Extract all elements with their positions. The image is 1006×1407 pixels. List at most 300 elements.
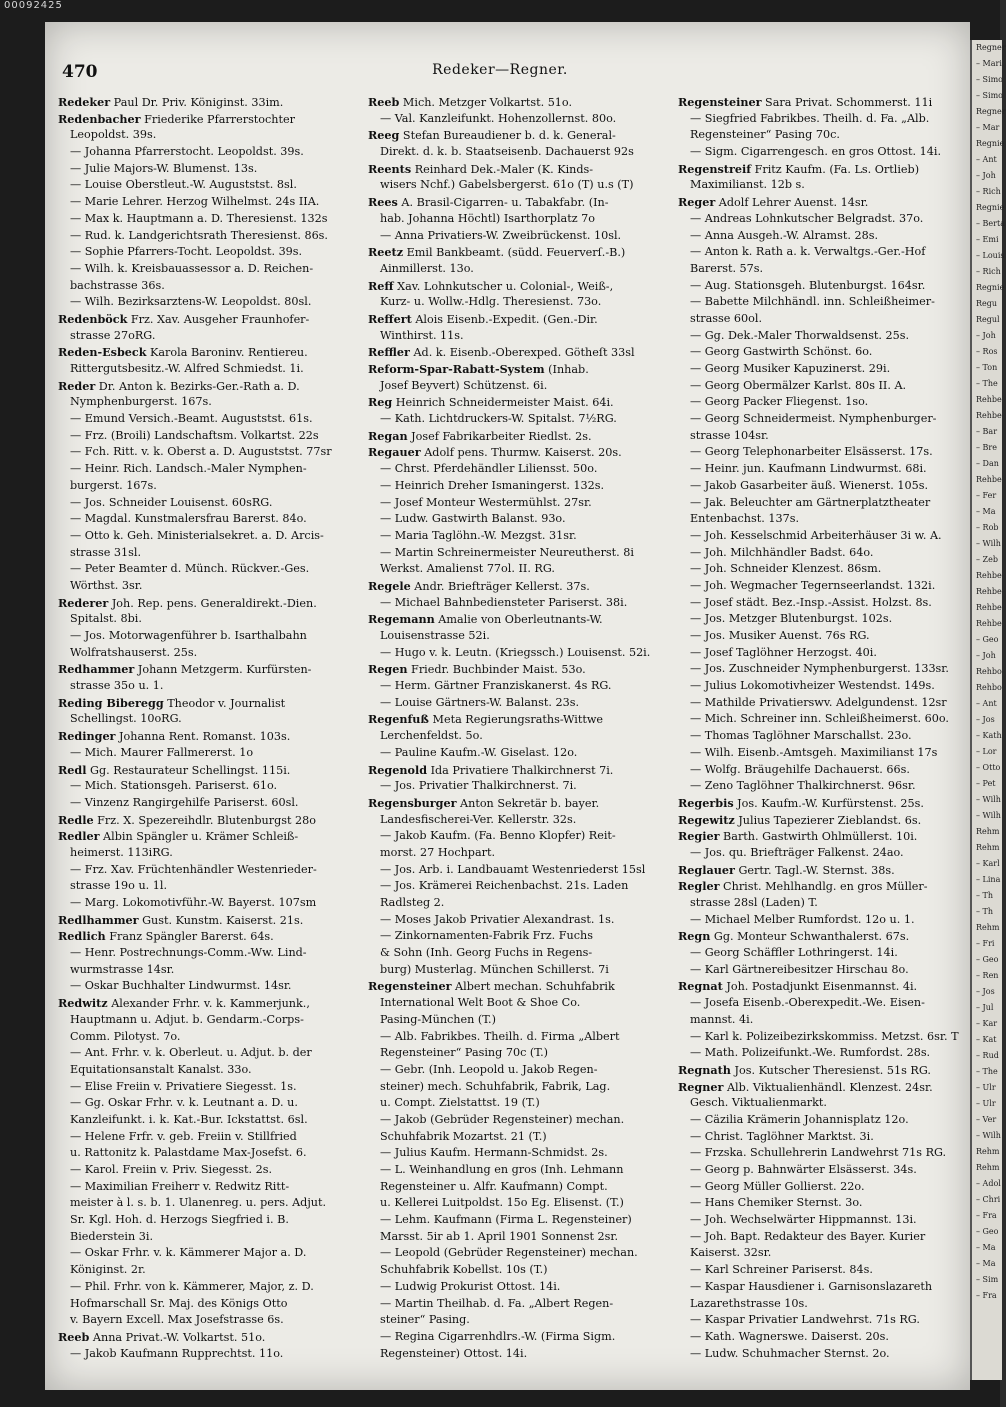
directory-subentry: — Karl k. Polizeibezirkskommiss. Metzst. 6sr. T [690,1029,959,1043]
entry-details: Gertr. Tagl.-W. Sternst. 38s. [734,863,895,877]
directory-subentry: — Joh. Kesselschmid Arbeiterhäuser 3i w. A. [690,528,942,542]
directory-subentry: — Peter Beamter d. Münch. Rückver.-Ges. [70,562,310,576]
entry-continuation: Wörthst. 3sr. [70,578,143,592]
entry-continuation: Winthirst. 11s. [380,328,464,342]
margin-fragment: – Joh [976,651,996,660]
margin-fragment: Rehbe [976,395,1002,404]
margin-fragment: – Fri [976,939,995,948]
directory-subentry: — Zeno Taglöhner Thalkirchnerst. 96sr. [690,779,916,793]
entry-continuation: Barerst. 57s. [690,261,764,275]
directory-entry [678,862,966,879]
entry-surname: Reding Biberegg [58,695,164,710]
directory-subentry: — Wilh. Eisenb.-Amtsgeh. Maximilianst 17s [690,745,938,759]
entry-continuation: Entenbachst. 137s. [690,512,799,526]
entry-details: Amalie von Oberleutnants-W. [434,613,603,627]
directory-entry [58,812,364,829]
entry-surname: Regler [678,879,720,894]
margin-fragment: Rehbe [976,619,1002,628]
directory-subentry: — Jos. Metzger Blutenburgst. 102s. [690,612,893,626]
entry-continuation: Spitalst. 8bi. [70,612,142,626]
margin-fragment: – Ma [976,507,996,516]
directory-subentry: — Georg Telephonarbeiter Elsässerst. 17s. [690,445,933,459]
directory-subentry: — Math. Polizeifunkt.-We. Rumfordst. 28s. [690,1046,931,1060]
directory-subentry: — Kaspar Hausdiener i. Garnisonslazareth [690,1279,933,1293]
directory-subentry: — Ant. Frhr. v. k. Oberleut. u. Adjut. b. der [70,1046,312,1060]
entry-continuation: bachstrasse 36s. [70,278,165,292]
margin-fragment: Regnie [976,139,1005,148]
directory-subentry: — Julius Kaufm. Hermann-Schmidst. 2s. [380,1146,608,1160]
directory-subentry: — Ludw. Gastwirth Balanst. 93o. [380,512,566,526]
entry-details: Andr. Briefträger Kellerst. 37s. [410,579,590,593]
margin-fragment: – Fra [976,1291,997,1300]
margin-fragment: – Th [976,907,994,916]
entry-continuation: u. Rattonitz k. Palastdame Max-Josefst. 6. [70,1146,307,1160]
directory-subentry: — Anton k. Rath a. k. Verwaltgs.-Ger.-Hof [690,245,926,259]
margin-fragment: – Sim [976,1275,999,1284]
entry-continuation: Regensteiner u. Alfr. Kaufmann) Compt. [380,1179,608,1193]
entry-surname: Regensburger [368,795,457,810]
directory-subentry: — Sophie Pfarrers-Tocht. Leopoldst. 39s. [70,245,303,259]
entry-continuation: Kurz- u. Wollw.-Hdlg. Theresienst. 73o. [380,295,602,309]
margin-fragment: – Pet [976,779,996,788]
entry-details: Friederike Pfarrerstochter [140,112,295,126]
entry-surname: Regauer [368,445,421,460]
directory-entry [368,444,674,461]
entry-continuation: Maximilianst. 12b s. [690,178,805,192]
entry-details: Christ. Mehlhandlg. en gros Müller- [719,880,928,894]
directory-entry [678,812,966,829]
margin-fragment: – Rud [976,1051,999,1060]
directory-entry [678,94,966,111]
directory-entry [368,344,674,361]
margin-fragment: Rehbe [976,603,1002,612]
directory-subentry: — Mich. Maurer Fallmererst. 1o [70,745,254,759]
directory-subentry: — Moses Jakob Privatier Alexandrast. 1s. [380,912,615,926]
entry-details: Frz. Xav. Ausgeher Fraunhofer- [127,312,310,326]
directory-entry [678,194,966,211]
entry-details: Joh. Postadjunkt Eisenmannst. 4i. [722,980,918,994]
directory-entry [368,428,674,445]
entry-surname: Regier [678,829,720,844]
entry-surname: Reger [678,195,716,210]
directory-subentry: — Josefa Eisenb.-Oberexpedit.-We. Eisen- [690,996,925,1010]
directory-entry [678,828,966,845]
directory-subentry: — Mathilde Privatierswv. Adelgundenst. 12sr [690,695,947,709]
entry-continuation: Nymphenburgerst. 167s. [70,395,212,409]
entry-details: Anna Privat.-W. Volkartst. 51o. [89,1330,266,1344]
margin-fragment: – Wilh [976,1131,1001,1140]
entry-continuation: Kaiserst. 32sr. [690,1246,772,1260]
margin-fragment: – Geo [976,955,999,964]
margin-fragment: – Berta [976,219,1005,228]
directory-entry [58,728,364,745]
column-3 [678,94,966,1386]
margin-fragment: – Rob [976,523,999,532]
entry-continuation: Equitationsanstalt Kanalst. 33o. [70,1062,252,1076]
margin-fragment: – Geo [976,635,999,644]
entry-continuation: Pasing-München (T.) [380,1012,496,1026]
entry-continuation: morst. 27 Hochpart. [380,845,496,859]
directory-subentry: — Jakob Gasarbeiter äuß. Wienerst. 105s. [690,478,929,492]
margin-fragment: – Jos [976,715,995,724]
directory-subentry: — Chrst. Pferdehändler Liliensst. 50o. [380,462,598,476]
entry-surname: Reetz [368,245,404,260]
entry-continuation: & Sohn (Inh. Georg Fuchs in Regens- [380,946,593,960]
directory-subentry: — Jos. Schneider Louisenst. 60sRG. [70,495,273,509]
entry-details: Jos. Kutscher Theresienst. 51s RG. [730,1063,931,1077]
entry-surname: Redl [58,762,87,777]
directory-subentry: — Maximilian Freiherr v. Redwitz Ritt- [70,1179,290,1193]
directory-subentry: — Alb. Fabrikbes. Theilh. d. Firma „Albert [380,1029,620,1043]
directory-entry [58,828,364,845]
entry-continuation: steiner) mech. Schuhfabrik, Fabrik, Lag. [380,1079,611,1093]
directory-entry [368,244,674,261]
entry-details: Friedr. Buchbinder Maist. 53o. [407,663,586,677]
directory-entry [368,578,674,595]
entry-continuation: strasse 19o u. 1l. [70,879,168,893]
directory-subentry: — Siegfried Fabrikbes. Theilh. d. Fa. „Alb. [690,111,930,125]
entry-continuation: burgerst. 167s. [70,478,157,492]
entry-details: Anton Sekretär b. bayer. [456,796,600,810]
margin-fragment: – Simo [976,91,1003,100]
directory-entry [58,762,364,779]
entry-details: Gust. Kunstm. Kaiserst. 21s. [138,913,304,927]
directory-subentry: — Jakob Kaufm. (Fa. Benno Klopfer) Reit- [380,829,616,843]
entry-surname: Reeb [58,1329,90,1344]
directory-entry [368,711,674,728]
directory-subentry: — Hugo v. k. Leutn. (Kriegssch.) Louisenst. 52i. [380,645,651,659]
directory-subentry: — Julius Lokomotivheizer Westendst. 149s. [690,679,935,693]
entry-surname: Regensteiner [368,979,452,994]
directory-subentry: — Gebr. (Inh. Leopold u. Jakob Regen- [380,1062,598,1076]
entry-details: Alb. Viktualienhändl. Klenzest. 24sr. [723,1080,933,1094]
directory-subentry: — Joh. Bapt. Redakteur des Bayer. Kurier [690,1229,926,1243]
margin-fragment: – Karl [976,859,1000,868]
entry-surname: Reff [368,278,394,293]
entry-details: Xav. Lohnkutscher u. Colonial-, Weiß-, [393,279,614,293]
entry-surname: Regnat [678,979,723,994]
entry-continuation: meister à l. s. b. 1. Ulanenreg. u. pers. Adjut. [70,1196,327,1210]
margin-fragment: Rehbe [976,475,1002,484]
entry-continuation: strasse 35o u. 1. [70,679,164,693]
directory-entry [58,1329,364,1346]
directory-subentry: — Frz. Xav. Früchtenhändler Westenrieder- [70,862,317,876]
directory-subentry: — Louise Oberstleut.-W. Auguststst. 8sl. [70,178,297,192]
directory-subentry: — Phil. Frhr. von k. Kämmerer, Major, z. D. [70,1279,314,1293]
entry-surname: Regewitz [678,812,735,827]
directory-subentry: — Heinrich Dreher Ismaningerst. 132s. [380,478,605,492]
entry-surname: Rees [368,195,398,210]
directory-subentry: — Christ. Taglöhner Marktst. 3i. [690,1129,874,1143]
directory-subentry: — Georg Packer Fliegenst. 1so. [690,395,869,409]
entry-continuation: Königinst. 2r. [70,1263,146,1277]
entry-details: Ad. k. Eisenb.-Oberexped. Götheſt 33sl [409,346,635,360]
directory-entry [368,611,674,628]
margin-fragment: – Mari [976,59,1002,68]
scan-id-watermark: 00092425 [4,0,63,11]
margin-fragment: Regner [976,107,1006,116]
entry-continuation: Biederstein 3i. [70,1229,153,1243]
directory-subentry: — Kaspar Privatier Landwehrst. 71s RG. [690,1313,920,1327]
entry-details: Alois Eisenb.-Expedit. (Gen.-Dir. [411,312,598,326]
margin-fragment: – Jos [976,987,995,996]
directory-entry [368,194,674,211]
entry-surname: Regan [368,428,408,443]
margin-fragment: – Wilh [976,539,1001,548]
margin-fragment: – Lor [976,747,997,756]
directory-entry [678,978,966,995]
directory-subentry: — Georg Schäffler Lothringerst. 14i. [690,946,898,960]
page-number: 470 [62,62,98,82]
margin-fragment: – Kath [976,731,1002,740]
entry-continuation: u. Kellerei Luitpoldst. 15o Eg. Elisenst. (T.) [380,1196,624,1210]
margin-fragment: – Ulr [976,1083,996,1092]
entry-surname: Reeg [368,128,400,143]
directory-subentry: — Babette Milchhändl. inn. Schleißheimer- [690,295,935,309]
directory-subentry: — Andreas Lohnkutscher Belgradst. 37o. [690,211,924,225]
entry-continuation: Marsst. 5ir ab 1. April 1901 Sonnenst 2sr. [380,1229,619,1243]
entry-continuation: heimerst. 113iRG. [70,845,173,859]
entry-continuation: Schuhfabrik Mozartst. 21 (T.) [380,1129,547,1143]
entry-continuation: Rittergutsbesitz.-W. Alfred Schmiedst. 1i. [70,362,304,375]
directory-subentry: — Regina Cigarrenhdlrs.-W. (Firma Sigm. [380,1329,616,1343]
entry-continuation: strasse 27oRG. [70,328,156,342]
entry-surname: Regenstreif [678,161,752,176]
margin-fragment: – Wilh [976,795,1001,804]
entry-continuation: strasse 31sl. [70,545,142,559]
directory-subentry: — Val. Kanzleifunkt. Hohenzollernst. 80o. [380,111,617,125]
entry-continuation: Sr. Kgl. Hoh. d. Herzogs Siegfried i. B. [70,1213,289,1227]
directory-subentry: — Herm. Gärtner Franziskanerst. 4s RG. [380,679,612,693]
margin-fragment: – Jul [976,1003,994,1012]
directory-subentry: — Jos. Motorwagenführer b. Isarthalbahn [70,629,307,642]
margin-fragment: – Bre [976,443,997,452]
entry-surname: Redeker [58,95,111,109]
directory-subentry: — Johanna Pfarrerstocht. Leopoldst. 39s. [70,145,304,159]
entry-details: Meta Regierungsraths-Wittwe [428,713,604,727]
directory-entry [368,94,674,111]
directory-entry [368,795,674,812]
directory-subentry: — Otto k. Geh. Ministerialsekret. a. D. Arcis- [70,528,324,542]
directory-subentry: — Anna Privatiers-W. Zweibrückenst. 10sl. [380,228,622,242]
entry-details: Barth. Gastwirth Ohlmüllerst. 10i. [719,830,918,844]
directory-subentry: — Josef Taglöhner Herzogst. 40i. [690,645,877,659]
directory-subentry: — Kath. Lichtdruckers-W. Spitalst. 7½RG. [380,412,617,426]
margin-fragment: – Zeb [976,555,998,564]
margin-fragment: Rehm [976,843,1000,852]
margin-fragment: – Ver [976,1115,997,1124]
directory-subentry: — Jos. Arb. i. Landbauamt Westenriederst 15sl [380,862,646,876]
margin-fragment: – Chri [976,1195,1001,1204]
margin-fragment: – Joh [976,171,996,180]
directory-subentry: — Henr. Postrechnungs-Comm.-Ww. Lind- [70,946,307,960]
entry-surname: Redenböck [58,311,128,326]
directory-subentry: — Julie Majors-W. Blumenst. 13s. [70,161,258,175]
directory-subentry: — Pauline Kaufm.-W. Giselast. 12o. [380,745,578,759]
entry-continuation: v. Bayern Excell. Max Josefstrasse 6s. [70,1313,284,1327]
margin-fragment: Rehm [976,827,1000,836]
directory-subentry: — Magdal. Kunstmalersfrau Barerst. 84o. [70,512,307,526]
entry-details: Paul Dr. Priv. Königinst. 33im. [110,96,284,109]
entry-continuation: Leopoldst. 39s. [70,128,157,142]
directory-entry [58,661,364,678]
entry-details: Reinhard Dek.-Maler (K. Kinds- [411,162,594,176]
directory-subentry: — Georg p. Bahnwärter Elsässerst. 34s. [690,1163,917,1176]
directory-subentry: — Jos. Krämerei Reichenbachst. 21s. Laden [380,879,629,893]
column-1 [58,94,364,1386]
directory-subentry: — Karl Schreiner Pariserst. 84s. [690,1263,873,1277]
entry-details: Albin Spängler u. Krämer Schleiß- [99,830,299,844]
entry-details: Josef Fabrikarbeiter Riedlst. 2s. [407,429,592,443]
margin-fragment: Rehbo [976,683,1002,692]
directory-subentry: — Wilh. Bezirksarztens-W. Leopoldst. 80sl. [70,295,312,309]
entry-continuation: Kanzleifunkt. i. k. Kat.-Bur. Ickstattst. 6sl. [70,1112,308,1126]
directory-subentry: — Karl Gärtnereibesitzer Hirschau 8o. [690,962,909,976]
entry-details: Franz Spängler Barerst. 64s. [105,930,274,944]
margin-fragment: – Kat [976,1035,997,1044]
directory-subentry: — Mich. Stationsgeh. Pariserst. 61o. [70,779,278,793]
directory-entry [58,378,364,395]
directory-subentry: — Josef Monteur Westermühlst. 27sr. [380,495,592,509]
entry-continuation: strasse 60ol. [690,311,763,325]
margin-fragment: – Dan [976,459,999,468]
directory-entry [678,878,966,895]
entry-details: Johanna Rent. Romanst. 103s. [115,730,291,744]
directory-subentry: — Jos. Privatier Thalkirchnerst. 7i. [380,779,577,793]
directory-entry [58,695,364,712]
directory-entry [678,1079,966,1096]
entry-surname: Reder [58,378,96,393]
directory-entry [368,311,674,328]
entry-continuation: Schuhfabrik Kobellst. 10s (T.) [380,1263,548,1277]
entry-surname: Reffler [368,345,410,360]
entry-surname: Redler [58,829,100,844]
directory-subentry: — Zinkornamenten-Fabrik Frz. Fuchs [380,929,593,943]
entry-details: Frz. X. Spezereihdlr. Blutenburgst 28o [93,813,317,827]
directory-subentry: — Ludw. Schuhmacher Sternst. 2o. [690,1346,890,1360]
entry-surname: Regenfuß [368,712,429,727]
directory-entry [58,311,364,328]
margin-fragment: – The [976,1067,998,1076]
entry-continuation: Werkst. Amalienst 77ol. II. RG. [380,562,555,576]
entry-surname: Redenbacher [58,111,141,126]
margin-fragment: – Geo [976,1227,999,1236]
directory-entry [368,127,674,144]
directory-entry [678,161,966,178]
directory-subentry: — Ludwig Prokurist Ottost. 14i. [380,1279,561,1293]
directory-subentry: — Joh. Wechselwärter Hippmannst. 13i. [690,1213,917,1227]
entry-surname: Reents [368,161,412,176]
entry-details: Mich. Metzger Volkartst. 51o. [399,96,573,109]
entry-surname: Reeb [368,95,400,109]
entry-details: Johann Metzgerm. Kurfürsten- [134,663,312,677]
directory-entry [678,1062,966,1079]
margin-fragment: – Th [976,891,994,900]
next-page-margin [970,40,1006,1380]
directory-entry [368,661,674,678]
entry-details: Julius Tapezierer Zieblandst. 6s. [734,813,922,827]
directory-subentry: — Emund Versich.-Beamt. Auguststst. 61s. [70,412,313,426]
entry-continuation: Comm. Pilotyst. 7o. [70,1029,181,1043]
directory-entry [368,762,674,779]
directory-subentry: — Cäzilia Krämerin Johannisplatz 12o. [690,1112,909,1126]
margin-fragment: – Rich [976,187,1001,196]
directory-subentry: — Karol. Freiin v. Priv. Siegesst. 2s. [70,1163,273,1176]
directory-subentry: — Josef städt. Bez.-Insp.-Assist. Holzst. 8s. [690,595,932,609]
margin-fragment: – Ton [976,363,998,372]
directory-entry [58,111,364,128]
entry-details: Alexander Frhr. v. k. Kammerjunk., [107,997,310,1011]
entry-surname: Reden-Esbeck [58,345,147,360]
margin-fragment: – Ma [976,1259,996,1268]
directory-entry [368,361,674,378]
entry-continuation: strasse 28sl (Laden) T. [690,896,818,909]
directory-subentry: — Michael Melber Rumfordst. 12o u. 1. [690,912,915,926]
entry-continuation: hab. Johanna Höchtl) Isarthorplatz 7o [380,211,596,225]
entry-details: Gg. Monteur Schwanthalerst. 67s. [710,930,910,944]
entry-details: (Inhab. [544,363,589,376]
entry-continuation: Regensteiner) Ottost. 14i. [380,1346,528,1360]
directory-subentry: — L. Weinhandlung en gros (Inh. Lehmann [380,1163,624,1176]
directory-entry [58,912,364,929]
margin-fragment: – Ren [976,971,999,980]
entry-details: Heinrich Schneidermeister Maist. 64i. [392,396,614,410]
directory-subentry: — Marie Lehrer. Herzog Wilhelmst. 24s IIA. [70,195,320,209]
directory-subentry: — Rud. k. Landgerichtsrath Theresienst. 86s. [70,228,328,242]
directory-entry [58,94,364,111]
entry-continuation: Lerchenfeldst. 5o. [380,729,483,743]
margin-fragment: – Adol [976,1179,1001,1188]
directory-entry [58,595,364,612]
directory-entry [368,394,674,411]
directory-subentry: — Georg Schneidermeist. Nymphenburger- [690,412,937,426]
entry-details: Fritz Kaufm. (Fa. Ls. Ortlieb) [751,162,920,176]
directory-subentry: — Joh. Wegmacher Tegernseerlandst. 132i. [690,578,936,592]
directory-subentry: — Wilh. k. Kreisbauassessor a. D. Reichen- [70,261,314,275]
margin-fragment: – Ant [976,699,997,708]
margin-fragment: – Emi [976,235,999,244]
directory-subentry: — Oskar Frhr. v. k. Kämmerer Major a. D. [70,1246,307,1260]
margin-fragment: Rehm [976,1163,1000,1172]
entry-surname: Regele [368,578,411,593]
entry-continuation: mannst. 4i. [690,1012,754,1026]
directory-entry [678,928,966,945]
directory-entry [58,995,364,1012]
margin-fragment: – Lina [976,875,1001,884]
margin-fragment: – The [976,379,998,388]
entry-surname: Redlhammer [58,912,139,927]
entry-details: Dr. Anton k. Bezirks-Ger.-Rath a. D. [95,379,300,393]
directory-subentry: — Joh. Milchhändler Badst. 64o. [690,545,874,559]
entry-continuation: Radlsteg 2. [380,896,445,909]
margin-fragment: Regnie [976,283,1005,292]
entry-continuation: u. Compt. Zielstattst. 19 (T.) [380,1096,540,1110]
entry-details: Gg. Restaurateur Schellingst. 115i. [86,763,291,777]
entry-continuation: Louisenstrasse 52i. [380,629,490,642]
directory-subentry: — Jakob Kaufmann Rupprechtst. 11o. [70,1346,284,1360]
margin-fragment: – Fra [976,1211,997,1220]
entry-continuation: Hofmarschall Sr. Maj. des Königs Otto [70,1296,288,1310]
directory-subentry: — Georg Müller Gollierst. 22o. [690,1179,865,1193]
entry-continuation: Schellingst. 10oRG. [70,712,182,726]
directory-subentry: — Heinr. Rich. Landsch.-Maler Nymphen- [70,462,307,476]
directory-subentry: — Jak. Beleuchter am Gärtnerplatztheater [690,495,931,509]
directory-entry [58,928,364,945]
entry-surname: Regn [678,929,711,944]
directory-subentry: — Hans Chemiker Sternst. 3o. [690,1196,863,1210]
margin-fragment: – Louis [976,251,1005,260]
directory-subentry: — Oskar Buchhalter Lindwurmst. 14sr. [70,979,292,993]
